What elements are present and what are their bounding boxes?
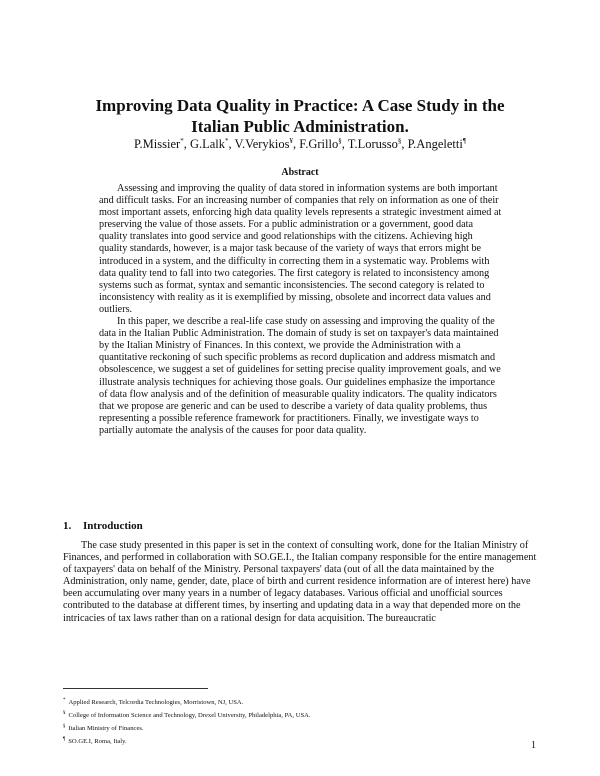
abstract-body	[99, 183, 503, 437]
author: T.Lorusso§	[347, 137, 402, 152]
footnote: § Italian Ministry of Finances.	[63, 723, 144, 733]
author: F.Grillo§	[299, 137, 342, 152]
footnote: * Applied Research, Telcordia Technologies, Morristown, NJ, USA.	[63, 698, 244, 707]
footnotes	[63, 696, 311, 748]
abstract-paragraph: In this paper, we describe a real-life case study on assessing and improving the quality of the data in the Italian Public Administration. The domain of study is set on taxpayer's data maintained by the Italian Ministry of Finances. In this context, we provide the Administration with a quantitative reckoning of such specific problems as record duplication and address mismatch and obsolescence, we suggest a set of guidelines for setting precise quality improvement goals, and we illustrate analysis techniques for achieving those goals. Our guidelines emphasize the importance of data flow analysis and of the definition of measurable quality indicators. The quality indicators that we propose are generic and can be used to describe a variety of data quality problems, thus representing a possible reference framework for practitioners. Finally, we investigate ways to partially automate the analysis of the causes for poor data quality.	[99, 316, 501, 436]
body-paragraph: The case study presented in this paper is set in the context of consulting work, done for the Italian Ministry of Finances, and performed in collaboration with SO.GE.I., the Italian company responsible for the entire management of taxpayers' data on behalf of the Ministry. Personal taxpayers' data (out of all the data maintained by the Administration, only name, gender, date, place of birth and current residence information are of interest here) have been accumulating over many years in a number of legacy databases. Various official and unofficial sources contributed to the database at different times, by inserting and updating data in a way that depended more on the intricacies of tax laws rather than on a rational design for data acquisition. The bureaucratic	[63, 540, 537, 624]
author: P.Missier*	[133, 137, 184, 152]
paper-title	[60, 95, 540, 137]
page-number: 1	[531, 740, 536, 751]
author: P.Angeletti¶	[407, 137, 466, 152]
title-line-2: Italian Public Administration.	[191, 117, 409, 136]
section-number: 1.	[63, 520, 72, 532]
author: V.Verykios¥	[234, 137, 294, 152]
abstract-paragraph: Assessing and improving the quality of data stored in information systems are both important and difficult tasks. For an increasing number of companies that rely on information as one of their most important assets, enforcing high data quality levels represents a strategic investment aimed at preserving the value of those assets. For a public administration or a government, good data quality translates into good service and good relationships with the citizens. Achieving high quality standards, however, is a major task because of the variety of ways that errors might be introduced in a system, and the difficulty in correcting them in a systematic way. Problems with data quality tend to fall into two categories. The first category is related to inconsistency among systems such as format, syntax and semantic inconsistencies. The second category is related to inconsistency with reality as it is exemplified by missing, obsolete and incorrect data values and outliers.	[99, 183, 502, 315]
abstract-heading: Abstract	[281, 167, 319, 178]
section-title: Introduction	[83, 520, 143, 532]
footnote: ¶ SO.GE.I, Roma, Italy.	[63, 736, 127, 746]
footnote: ¥ College of Information Science and Technology, Drexel University, Philadelphia, PA, USA.	[63, 710, 311, 720]
introduction-body	[63, 540, 537, 625]
author: G.Lalk*	[189, 137, 229, 152]
section-heading-introduction	[63, 520, 143, 532]
author-list: P.Missier*, G.Lalk*, V.Verykios¥, F.Grillo§, T.Lorusso§, P.Angeletti¶	[133, 137, 466, 152]
footnote-divider	[63, 688, 208, 689]
title-line-1: Improving Data Quality in Practice: A Case Study in the	[95, 96, 505, 115]
